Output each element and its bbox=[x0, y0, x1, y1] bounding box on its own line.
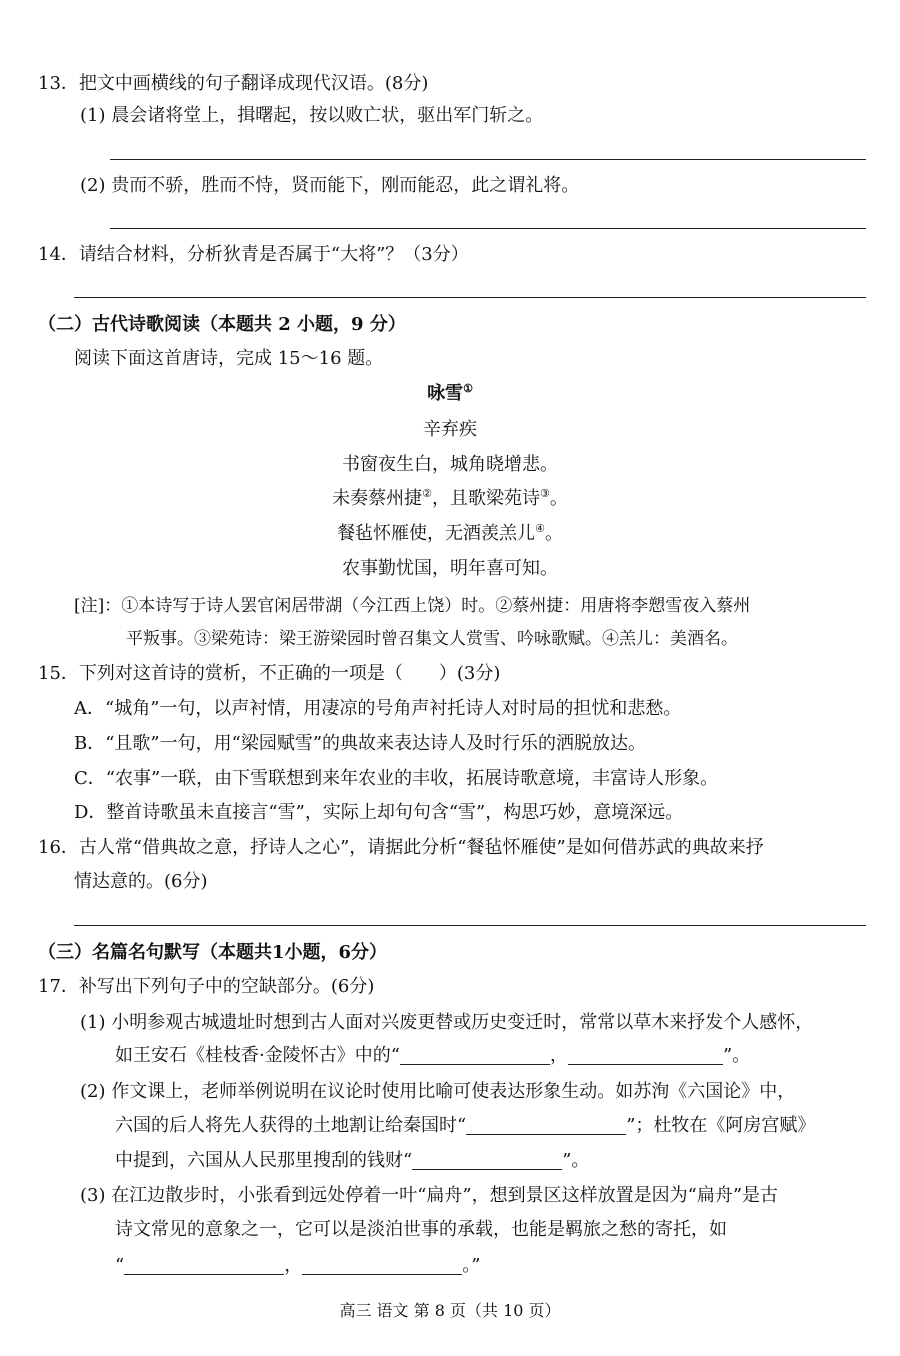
q13-sentence-1: (1) 晨会诸将堂上，揖曙起，按以败亡状，驱出军门斩之。 bbox=[80, 105, 544, 126]
poem-line-1: 书窗夜生白，城角晓增悲。 bbox=[342, 454, 558, 475]
page-footer: 高三 语文 第 8 页（共 10 页） bbox=[339, 1301, 561, 1320]
q13-answer-line-2[interactable] bbox=[110, 228, 866, 229]
q13-stem: 13．把文中画横线的句子翻译成现代汉语。(8分) bbox=[38, 73, 429, 94]
q17-part-3-line-3: “ ， 。” bbox=[115, 1255, 481, 1276]
q17-part-2-line-3: 中提到，六国从人民那里搜刮的钱财“ ”。 bbox=[115, 1150, 590, 1171]
q17-part-2-line-1: (2) 作文课上，老师举例说明在议论时使用比喻可使表达形象生动。如苏洵《六国论》中， bbox=[80, 1081, 796, 1102]
q17-blank-1[interactable] bbox=[400, 1046, 550, 1065]
q14-answer-line[interactable] bbox=[74, 297, 866, 298]
section-2-title: （二）古代诗歌阅读（本题共 2 小题，9 分） bbox=[38, 314, 406, 335]
q15-option-c[interactable]: C．“农事”一联，由下雪联想到来年农业的丰收，拓展诗歌意境，丰富诗人形象。 bbox=[74, 768, 719, 789]
poem-notes-line-1: [注]：①本诗写于诗人罢官闲居带湖（今江西上饶）时。②蔡州捷：用唐将李愬雪夜入蔡州 bbox=[74, 596, 751, 616]
poem-author: 辛弃疾 bbox=[423, 419, 477, 440]
q15-option-b[interactable]: B．“且歌”一句，用“梁园赋雪”的典故来表达诗人及时行乐的洒脱放达。 bbox=[74, 733, 647, 754]
q16-stem-line-2: 情达意的。(6分) bbox=[74, 871, 208, 892]
q16-stem-line-1: 16．古人常“借典故之意，抒诗人之心”，请据此分析“餐毡怀雁使”是如何借苏武的典故来抒 bbox=[38, 837, 764, 858]
q15-option-d[interactable]: D．整首诗歌虽未直接言“雪”，实际上却句句含“雪”，构思巧妙，意境深远。 bbox=[74, 802, 684, 823]
poem-line-2: 未奏蔡州捷②，且歌梁苑诗③。 bbox=[332, 487, 568, 509]
poem-title: 咏雪① bbox=[427, 382, 473, 404]
poem-line-3: 餐毡怀雁使，无酒羡羔儿④。 bbox=[337, 522, 563, 544]
q17-blank-2[interactable] bbox=[568, 1046, 723, 1065]
q13-sentence-2: (2) 贵而不骄，胜而不恃，贤而能下，刚而能忍，此之谓礼将。 bbox=[80, 175, 580, 196]
q16-answer-line[interactable] bbox=[74, 925, 866, 926]
q17-part-3-line-1: (3) 在江边散步时，小张看到远处停着一叶“扁舟”，想到景区这样放置是因为“扁舟”是古 bbox=[80, 1185, 779, 1206]
poem-title-note: ① bbox=[463, 382, 473, 395]
section-3-title: （三）名篇名句默写（本题共1小题，6分） bbox=[38, 942, 388, 963]
poem-line-4: 农事勤忧国，明年喜可知。 bbox=[342, 558, 558, 579]
q17-blank-4[interactable] bbox=[412, 1151, 562, 1170]
q15-stem: 15．下列对这首诗的赏析，不正确的一项是（ ）(3分) bbox=[38, 663, 501, 684]
q17-part-3-line-2: 诗文常见的意象之一，它可以是淡泊世事的承载，也能是羁旅之愁的寄托，如 bbox=[115, 1219, 727, 1240]
q17-part-1-line-2: 如王安石《桂枝香·金陵怀古》中的“ ， ”。 bbox=[115, 1045, 751, 1066]
q17-stem: 17．补写出下列句子中的空缺部分。(6分) bbox=[38, 976, 375, 997]
q13-answer-line-1[interactable] bbox=[110, 159, 866, 160]
q15-option-a[interactable]: A．“城角”一句，以声衬情，用凄凉的号角声衬托诗人对时局的担忧和悲愁。 bbox=[74, 698, 682, 719]
q17-blank-6[interactable] bbox=[302, 1256, 462, 1275]
q17-part-2-line-2: 六国的后人将先人获得的土地割让给秦国时“ ”；杜牧在《阿房宫赋》 bbox=[115, 1115, 816, 1136]
poem-notes-line-2: 平叛事。③梁苑诗：梁王游梁园时曾召集文人赏雪、吟咏歌赋。④羔儿：美酒名。 bbox=[126, 629, 738, 649]
section-2-intro: 阅读下面这首唐诗，完成 15～16 题。 bbox=[74, 348, 384, 369]
q17-part-1-line-1: (1) 小明参观古城遗址时想到古人面对兴废更替或历史变迁时，常常以草木来抒发个人感怀， bbox=[80, 1012, 814, 1033]
q14-stem: 14．请结合材料，分析狄青是否属于“大将”？（3分） bbox=[38, 244, 469, 265]
q17-blank-3[interactable] bbox=[466, 1116, 626, 1135]
q17-blank-5[interactable] bbox=[124, 1256, 284, 1275]
